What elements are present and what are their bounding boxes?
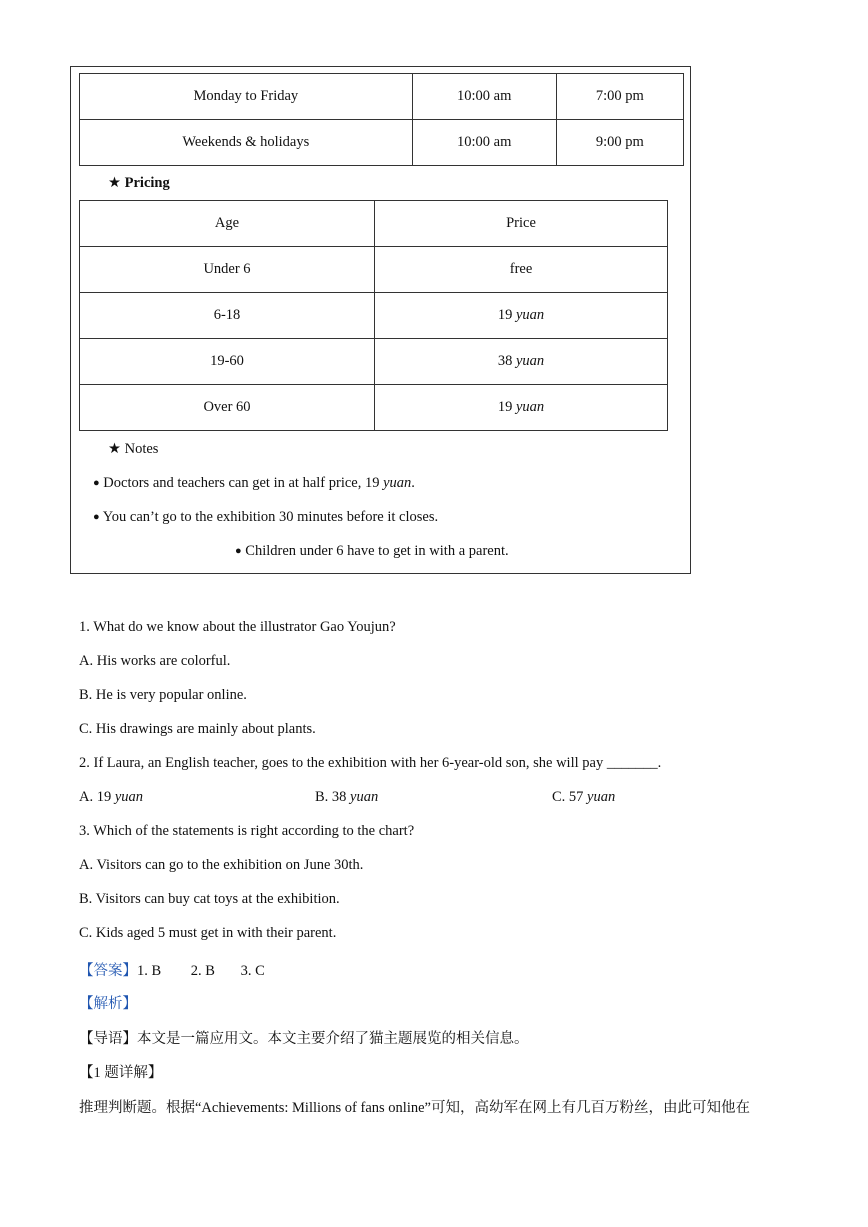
table-header-age: Age	[80, 201, 375, 247]
question-1-stem: 1. What do we know about the illustrator Gao Youjun?	[79, 619, 396, 635]
intro-text: 本文是一篇应用文。本文主要介绍了猫主题展览的相关信息。	[137, 1031, 529, 1047]
note-text: Children under 6 have to get in with a parent.	[245, 543, 509, 559]
answer-line	[79, 959, 265, 980]
table-header-row	[80, 201, 668, 247]
price-value: 19	[497, 307, 513, 323]
intro-label: 【导语】	[79, 1031, 137, 1047]
question-3-option-a: A. Visitors can go to the exhibition on June 30th.	[79, 857, 364, 873]
table-row	[80, 120, 684, 166]
question-3-option-c: C. Kids aged 5 must get in with their parent.	[79, 925, 337, 941]
table-cell: 7:00 pm	[556, 74, 683, 120]
question-3-stem: 3. Which of the statements is right according to the chart?	[79, 823, 415, 839]
note-item	[235, 543, 509, 560]
table-cell	[375, 339, 668, 385]
answer-value: 2. B	[190, 963, 215, 979]
notes-heading	[108, 441, 158, 458]
answer-label: 【答案】	[79, 963, 137, 979]
table-cell: Weekends & holidays	[80, 120, 413, 166]
table-row	[80, 339, 668, 385]
table-cell: 10:00 am	[412, 120, 556, 166]
bullet-icon: ●	[93, 511, 100, 523]
option-unit: yuan	[350, 789, 379, 805]
table-row	[80, 74, 684, 120]
answer-value: 1. B	[137, 963, 162, 979]
option-unit: yuan	[587, 789, 616, 805]
table-row	[80, 293, 668, 339]
star-icon: ★	[108, 441, 121, 457]
option-unit: yuan	[114, 789, 144, 805]
note-after: .	[411, 475, 415, 491]
table-cell	[375, 385, 668, 431]
pricing-heading	[108, 175, 170, 192]
question-2-option-b	[315, 789, 378, 806]
q1-detail-text: 推理判断题。根据“Achievements: Millions of fans online”可知，高幼军在网上有几百万粉丝，由此可知他在	[79, 1100, 750, 1116]
price-value: free	[509, 261, 533, 277]
table-header-price: Price	[375, 201, 668, 247]
question-1-option-b: B. He is very popular online.	[79, 687, 247, 703]
table-row	[80, 247, 668, 293]
price-unit: yuan	[515, 353, 545, 369]
bullet-icon: ●	[235, 545, 242, 557]
option-label: A. 19	[79, 789, 115, 805]
table-cell: 9:00 pm	[556, 120, 683, 166]
note-italic: yuan	[383, 475, 412, 491]
table-cell: 10:00 am	[412, 74, 556, 120]
price-unit: yuan	[515, 399, 545, 415]
question-1-option-a: A. His works are colorful.	[79, 653, 231, 669]
table-cell: Monday to Friday	[80, 74, 413, 120]
option-label: B. 38	[315, 789, 351, 805]
price-value: 38	[497, 353, 513, 369]
pricing-heading-text: Pricing	[124, 175, 170, 191]
question-3-option-b: B. Visitors can buy cat toys at the exhibition.	[79, 891, 340, 907]
note-text: You can’t go to the exhibition 30 minutes before it closes.	[102, 509, 439, 525]
price-unit: yuan	[515, 307, 545, 323]
opening-hours-table	[79, 73, 684, 166]
analysis-label: 【解析】	[79, 996, 137, 1012]
notes-heading-text: Notes	[124, 441, 159, 457]
table-cell: 6-18	[80, 293, 375, 339]
table-cell	[375, 247, 668, 293]
question-1-option-c: C. His drawings are mainly about plants.	[79, 721, 316, 737]
bullet-icon: ●	[93, 477, 100, 489]
question-2-option-c	[552, 789, 615, 806]
pricing-table	[79, 200, 668, 431]
answer-value: 3. C	[240, 963, 265, 979]
table-cell: 19-60	[80, 339, 375, 385]
intro-line	[79, 1027, 529, 1048]
table-row	[80, 385, 668, 431]
table-cell: Under 6	[80, 247, 375, 293]
table-cell	[375, 293, 668, 339]
question-2-stem: 2. If Laura, an English teacher, goes to the exhibition with her 6-year-old son, she will pay _______.	[79, 755, 662, 771]
question-2-option-a	[79, 789, 143, 806]
option-label: C. 57	[552, 789, 588, 805]
q1-detail-label: 【1 题详解】	[79, 1065, 163, 1081]
note-text: Doctors and teachers can get in at half price, 19	[103, 475, 384, 491]
note-item	[93, 475, 415, 492]
star-icon: ★	[108, 175, 121, 191]
table-cell: Over 60	[80, 385, 375, 431]
note-item	[93, 509, 438, 526]
price-value: 19	[497, 399, 513, 415]
